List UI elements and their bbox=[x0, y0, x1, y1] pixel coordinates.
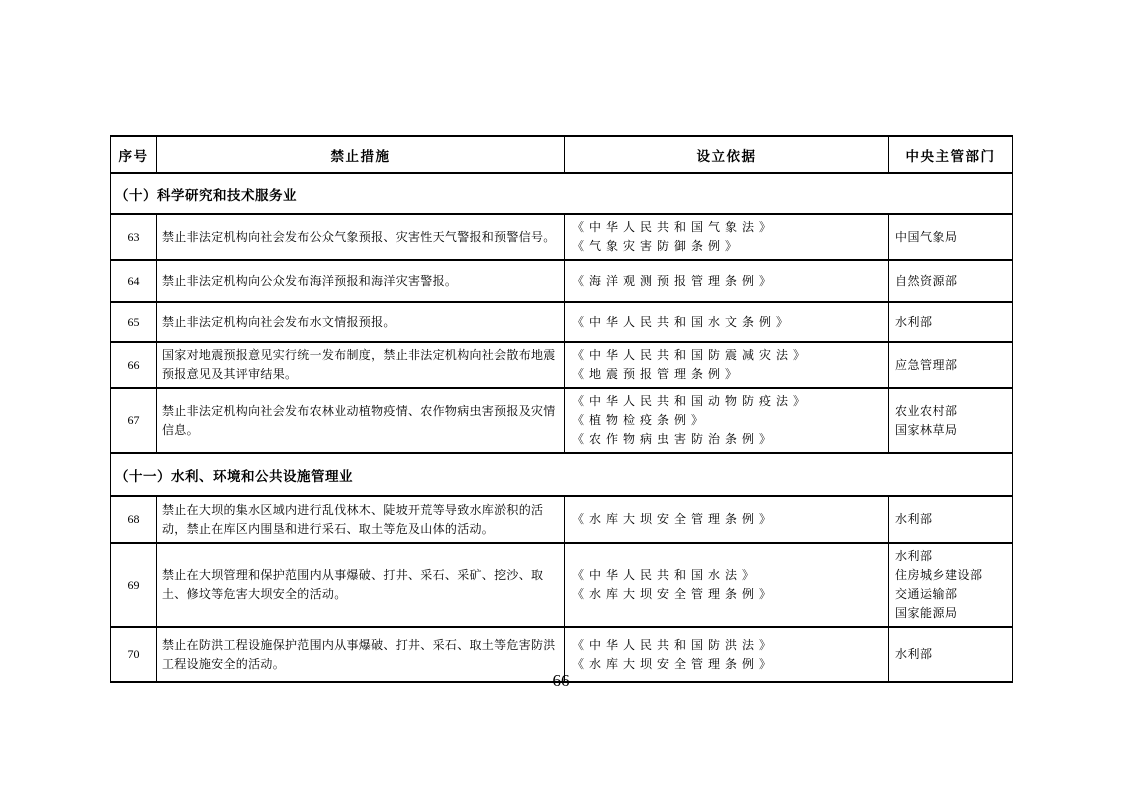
header-establishment-basis: 设立依据 bbox=[565, 136, 889, 173]
prohibition-measures-table bbox=[110, 135, 1013, 683]
basis-item: 《中华人民共和国气象法》 bbox=[572, 220, 777, 234]
prohibited-measure-text: 禁止非法定机构向社会发布农林业动植物疫情、农作物病虫害预报及灾情信息。 bbox=[157, 388, 565, 453]
department-item: 住房城乡建设部 bbox=[895, 568, 983, 582]
header-serial-number: 序号 bbox=[111, 136, 157, 173]
page-number: 66 bbox=[552, 671, 570, 690]
establishment-basis-list bbox=[565, 214, 889, 260]
basis-item: 《中华人民共和国水文条例》 bbox=[572, 314, 794, 329]
establishment-basis-list bbox=[565, 543, 889, 627]
prohibited-measure-text: 禁止在大坝管理和保护范围内从事爆破、打井、采石、采矿、挖沙、取土、修坟等危害大坝安全的活动。 bbox=[157, 543, 565, 627]
establishment-basis-list bbox=[565, 496, 889, 543]
establishment-basis-list bbox=[565, 342, 889, 388]
prohibited-measure-text: 国家对地震预报意见实行统一发布制度，禁止非法定机构向社会散布地震预报意见及其评审结果。 bbox=[157, 342, 565, 388]
table-row bbox=[111, 302, 1013, 342]
department-item: 水利部 bbox=[895, 647, 933, 661]
row-serial-number: 69 bbox=[111, 543, 157, 627]
basis-item: 《水库大坝安全管理条例》 bbox=[572, 587, 777, 601]
department-item: 水利部 bbox=[895, 512, 933, 526]
department-item: 应急管理部 bbox=[895, 357, 958, 372]
row-serial-number: 63 bbox=[111, 214, 157, 260]
central-department-list bbox=[889, 543, 1013, 627]
department-item: 自然资源部 bbox=[895, 273, 958, 288]
department-item: 国家林草局 bbox=[895, 422, 958, 437]
establishment-basis-list bbox=[565, 260, 889, 302]
department-item: 水利部 bbox=[895, 314, 933, 329]
establishment-basis-list bbox=[565, 388, 889, 453]
department-item: 中国气象局 bbox=[895, 229, 958, 244]
table-row bbox=[111, 496, 1013, 543]
table-body bbox=[111, 173, 1013, 682]
basis-item: 《气象灾害防御条例》 bbox=[572, 239, 743, 253]
department-item: 农业农村部 bbox=[895, 403, 958, 418]
basis-item: 《海洋观测预报管理条例》 bbox=[572, 273, 777, 288]
table-row bbox=[111, 543, 1013, 627]
basis-item: 《中华人民共和国动物防疫法》 bbox=[572, 394, 811, 408]
table-header-row bbox=[111, 136, 1013, 173]
prohibited-measure-text: 禁止在防洪工程设施保护范围内从事爆破、打井、采石、取土等危害防洪工程设施安全的活动。 bbox=[157, 627, 565, 682]
basis-item: 《水库大坝安全管理条例》 bbox=[572, 656, 777, 671]
prohibited-measure-text: 禁止非法定机构向社会发布水文情报预报。 bbox=[157, 302, 565, 342]
row-serial-number: 66 bbox=[111, 342, 157, 388]
basis-item: 《中华人民共和国防震减灾法》 bbox=[572, 348, 811, 362]
row-serial-number: 64 bbox=[111, 260, 157, 302]
department-item: 水利部 bbox=[895, 549, 933, 563]
table-row bbox=[111, 214, 1013, 260]
section-row bbox=[111, 453, 1013, 496]
central-department-list bbox=[889, 342, 1013, 388]
section-title: （十一）水利、环境和公共设施管理业 bbox=[111, 453, 1013, 496]
department-item: 交通运输部 bbox=[895, 587, 958, 601]
row-serial-number: 68 bbox=[111, 496, 157, 543]
header-central-department: 中央主管部门 bbox=[889, 136, 1013, 173]
prohibited-measure-text: 禁止非法定机构向社会发布公众气象预报、灾害性天气警报和预警信号。 bbox=[157, 214, 565, 260]
section-title: （十）科学研究和技术服务业 bbox=[111, 173, 1013, 214]
table-row bbox=[111, 342, 1013, 388]
header-prohibited-measures: 禁止措施 bbox=[157, 136, 565, 173]
basis-item: 《地震预报管理条例》 bbox=[572, 367, 743, 381]
department-item: 国家能源局 bbox=[895, 606, 958, 620]
basis-item: 《植物检疫条例》 bbox=[572, 413, 709, 427]
row-serial-number: 65 bbox=[111, 302, 157, 342]
central-department-list bbox=[889, 214, 1013, 260]
basis-item: 《中华人民共和国防洪法》 bbox=[572, 637, 777, 652]
prohibited-measure-text: 禁止非法定机构向公众发布海洋预报和海洋灾害警报。 bbox=[157, 260, 565, 302]
basis-item: 《农作物病虫害防治条例》 bbox=[572, 432, 777, 446]
basis-item: 《水库大坝安全管理条例》 bbox=[572, 512, 777, 526]
central-department-list bbox=[889, 388, 1013, 453]
central-department-list bbox=[889, 496, 1013, 543]
establishment-basis-list bbox=[565, 302, 889, 342]
row-serial-number: 70 bbox=[111, 627, 157, 682]
section-row bbox=[111, 173, 1013, 214]
basis-item: 《中华人民共和国水法》 bbox=[572, 568, 760, 582]
table-row bbox=[111, 260, 1013, 302]
central-department-list bbox=[889, 260, 1013, 302]
prohibited-measure-text: 禁止在大坝的集水区域内进行乱伐林木、陡坡开荒等导致水库淤积的活动，禁止在库区内围垦和进行采石、取土等危及山体的活动。 bbox=[157, 496, 565, 543]
row-serial-number: 67 bbox=[111, 388, 157, 453]
table-row bbox=[111, 388, 1013, 453]
central-department-list bbox=[889, 302, 1013, 342]
